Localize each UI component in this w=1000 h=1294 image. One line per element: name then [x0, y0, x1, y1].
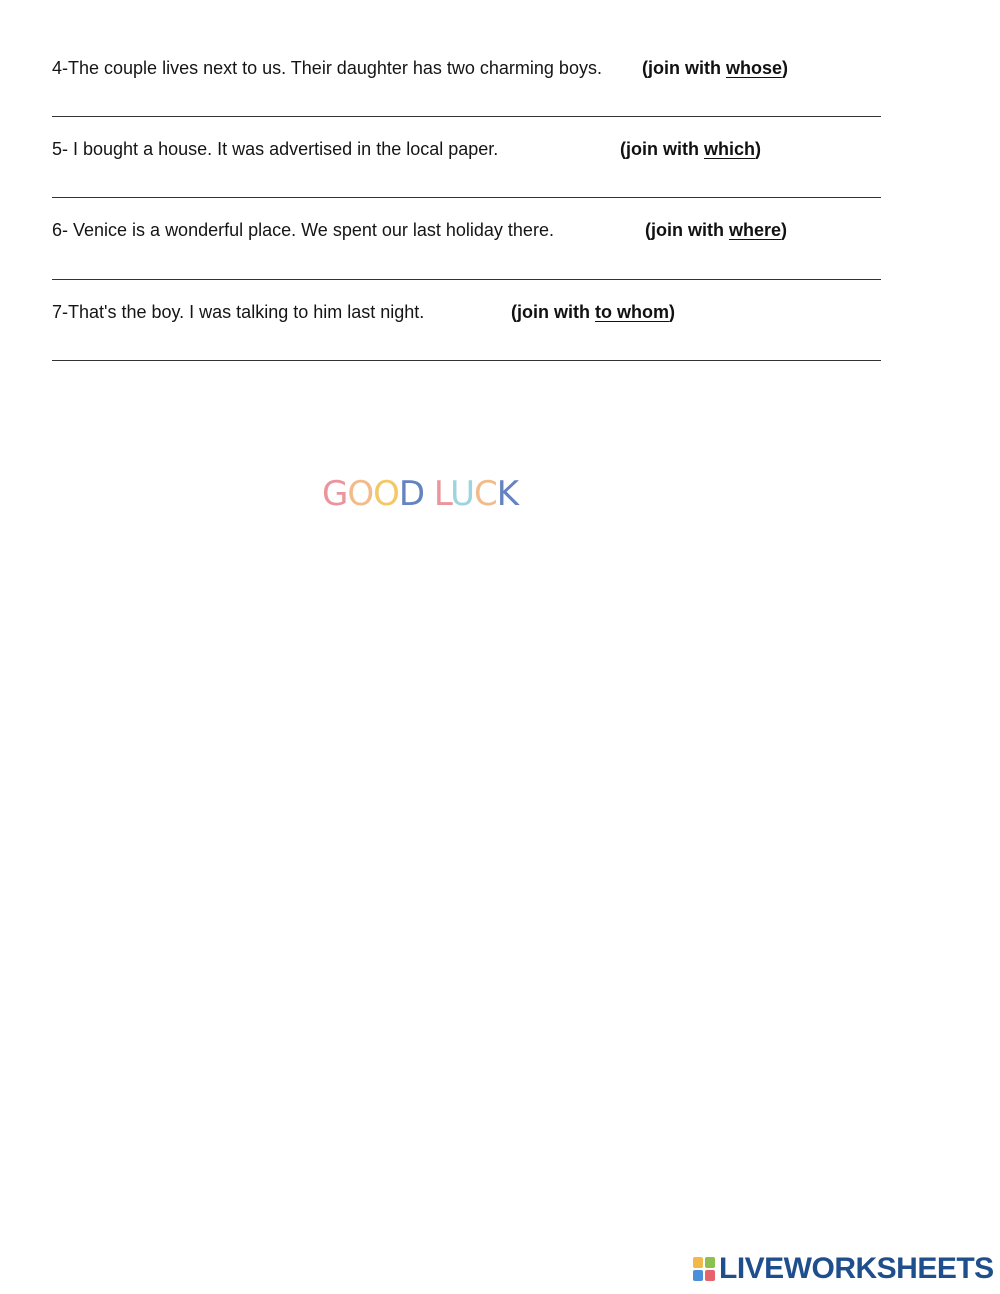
hint-prefix: (join with: [511, 302, 595, 322]
exercise-6: [52, 218, 892, 242]
exercise-sentence: 6- Venice is a wonderful place. We spent our last holiday there.: [52, 220, 554, 240]
hint-suffix: ): [755, 139, 761, 159]
answer-line-5[interactable]: [52, 197, 881, 198]
hint-keyword: where: [728, 220, 782, 240]
join-hint: [642, 56, 788, 80]
good-luck-letter: K: [496, 474, 519, 514]
hint-keyword: which: [703, 139, 755, 159]
hint-keyword: whose: [725, 58, 782, 78]
exercise-sentence: 7-That's the boy. I was talking to him last night.: [52, 302, 425, 322]
logo-tile: [693, 1270, 703, 1281]
good-luck-letter: O: [373, 474, 399, 514]
logo-icon: [693, 1257, 715, 1281]
good-luck-letter: D: [398, 474, 425, 514]
good-luck-letter: [424, 474, 434, 514]
join-hint: [620, 137, 761, 161]
good-luck-banner: [322, 474, 518, 514]
hint-prefix: (join with: [620, 139, 704, 159]
logo-tile: [705, 1270, 715, 1281]
good-luck-letter: C: [474, 474, 497, 514]
join-hint: [645, 218, 787, 242]
good-luck-letter: L: [433, 474, 451, 514]
exercise-4: [52, 56, 892, 80]
hint-suffix: ): [782, 58, 788, 78]
answer-line-7[interactable]: [52, 360, 881, 361]
hint-suffix: ): [781, 220, 788, 240]
hint-prefix: (join with: [642, 58, 726, 78]
exercise-7: [52, 300, 892, 324]
hint-keyword: to whom: [594, 302, 669, 322]
liveworksheets-logo: [693, 1254, 994, 1284]
answer-line-4[interactable]: [52, 116, 881, 117]
logo-tile: [693, 1257, 703, 1268]
hint-suffix: ): [668, 302, 675, 322]
exercise-sentence: 5- I bought a house. It was advertised in the local paper.: [52, 139, 499, 159]
join-hint: [511, 300, 675, 324]
logo-tile: [705, 1257, 715, 1268]
exercise-sentence: 4-The couple lives next to us. Their daughter has two charming boys.: [52, 58, 602, 78]
hint-prefix: (join with: [645, 220, 729, 240]
good-luck-letter: U: [450, 474, 475, 514]
exercise-5: [52, 137, 892, 161]
good-luck-letter: G: [322, 474, 348, 514]
good-luck-letter: O: [347, 474, 374, 514]
answer-line-6[interactable]: [52, 279, 881, 280]
brand-name: LIVEWORKSHEETS: [719, 1252, 994, 1285]
